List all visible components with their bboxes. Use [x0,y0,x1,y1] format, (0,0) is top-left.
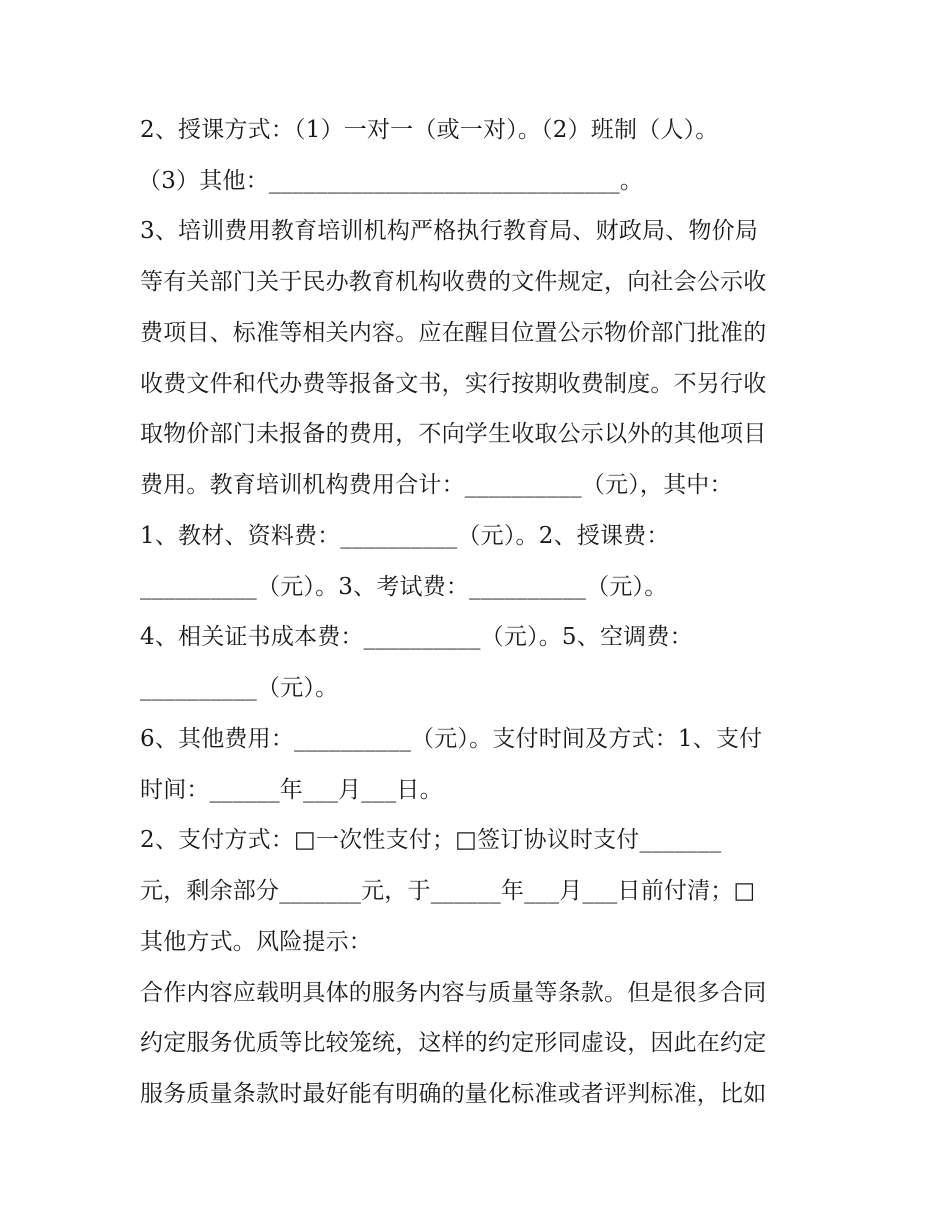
text-line-payment-remaining: 元，剩余部分_______元，于______年___月___日前付清；□ [140,878,756,904]
text-line: 费项目、标准等相关内容。应在醒目位置公示物价部门批准的 [140,320,767,346]
text-line-payment-method: 2、支付方式：□一次性支付；□签订协议时支付_______ [140,827,722,853]
text-line: 约定服务优质等比较笼统，这样的约定形同虚设，因此在约定 [140,1030,767,1056]
text-line: 等有关部门关于民办教育机构收费的文件规定，向社会公示收 [140,269,767,295]
text-line-certificate-fee: 4、相关证书成本费：__________（元）。5、空调费： [140,624,693,650]
text-line-exam-fee: __________（元）。3、考试费：__________（元）。 [140,574,668,600]
text-line-other-method: （3）其他：______________________________。 [138,168,644,194]
text-line-payment-time: 时间：______年___月___日。 [140,777,443,803]
text-line-fee-total: 费用。教育培训机构费用合计：__________（元），其中： [140,472,733,498]
text-line-materials-fee: 1、教材、资料费：__________（元）。2、授课费： [140,523,670,549]
text-line-ac-fee: __________（元）。 [140,675,339,701]
text-line-training-fees: 3、培训费用教育培训机构严格执行教育局、财政局、物价局 [140,218,759,244]
text-line: 服务质量条款时最好能有明确的量化标准或者评判标准，比如 [140,1081,767,1107]
text-line: 取物价部门未报备的费用，不向学生收取公示以外的其他项目 [140,421,767,447]
text-line: 收费文件和代办费等报备文书，实行按期收费制度。不另行收 [140,371,767,397]
text-line-risk-notice: 其他方式。风险提示： [140,929,372,955]
text-line-teaching-method: 2、授课方式：（1）一对一（或一对）。（2）班制（人）。 [140,117,719,143]
text-line-cooperation: 合作内容应载明具体的服务内容与质量等条款。但是很多合同 [140,980,767,1006]
text-line-other-fees: 6、其他费用：__________（元）。支付时间及方式：1、支付 [140,726,763,752]
